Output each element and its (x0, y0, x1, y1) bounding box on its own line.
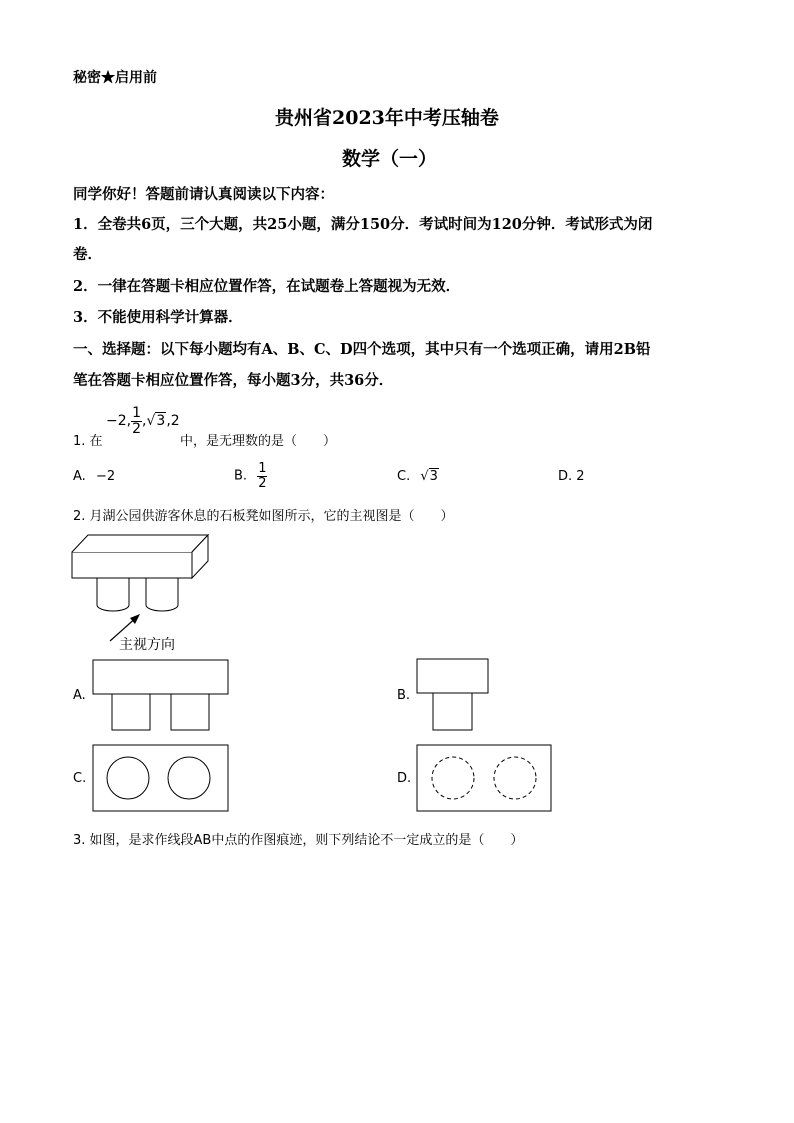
q2-option-a-label: A. (73, 688, 86, 703)
instruction-item-2: 2．一律在答题卡相应位置作答，在试题卷上答题视为无效． (73, 278, 461, 295)
q1-option-b-num: 1 (258, 461, 267, 476)
q1-suffix: 中，是无理数的是（ ） (180, 434, 337, 449)
section-1-line-1: 一、选择题：以下每小题均有A、B、C、D四个选项，其中只有一个选项正确，请用2B铅 (73, 341, 651, 358)
q2-option-d-figure (417, 745, 551, 811)
q1-set-radicand: 3 (156, 413, 166, 430)
q1-set-den: 2 (132, 420, 142, 437)
q2-option-b-label: B. (397, 688, 411, 703)
q2-option-c-label: C. (73, 771, 87, 786)
instruction-item-3: 3．不能使用科学计算器． (73, 309, 243, 326)
sqrt-icon: √ (146, 413, 156, 430)
q3-text: 3. 如图，是求作线段AB中点的作图痕迹，则下列结论不一定成立的是（ ） (73, 833, 524, 848)
q1-option-a-value: −2 (95, 469, 116, 484)
section-1-line-2: 笔在答题卡相应位置作答，每小题3分，共36分． (73, 372, 394, 389)
exam-title: 贵州省2023年中考压轴卷 (275, 107, 499, 129)
q1-set-num: 1 (132, 405, 142, 421)
q2-option-b-figure (417, 659, 488, 730)
secrecy-label: 秘密★启用前 (73, 70, 157, 86)
q1-set-comma: , (142, 413, 147, 430)
q2-view-direction-label: 主视方向 (119, 637, 175, 653)
q2-text: 2. 月湖公园供游客休息的石板凳如图所示，它的主视图是（ ） (73, 509, 454, 524)
q1-option-b-label: B. (234, 468, 248, 484)
sqrt-icon: √ (420, 469, 429, 484)
instruction-item-1-cont: 卷． (73, 246, 102, 263)
q1-option-b-den: 2 (258, 475, 267, 491)
instructions-greeting: 同学你好！答题前请认真阅读以下内容： (73, 186, 334, 203)
q1-option-c-label: C. (397, 469, 411, 484)
q1-option-d: D. 2 (558, 469, 585, 484)
q2-option-d-label: D. (397, 771, 412, 786)
q2-option-c-figure (93, 745, 228, 811)
q1-set-a: −2, (106, 413, 132, 430)
instruction-item-1: 1．全卷共6页，三个大题，共25小题，满分150分．考试时间为120分钟．考试形式为闭 (73, 216, 653, 233)
q1-option-a-label: A. (73, 469, 86, 484)
q1-option-c-radicand: 3 (429, 469, 438, 484)
q1-prefix: 1. 在 (73, 434, 103, 449)
q2-option-a-figure (93, 660, 228, 730)
exam-subtitle: 数学（一） (342, 148, 438, 170)
q1-set-end: ,2 (166, 413, 180, 430)
